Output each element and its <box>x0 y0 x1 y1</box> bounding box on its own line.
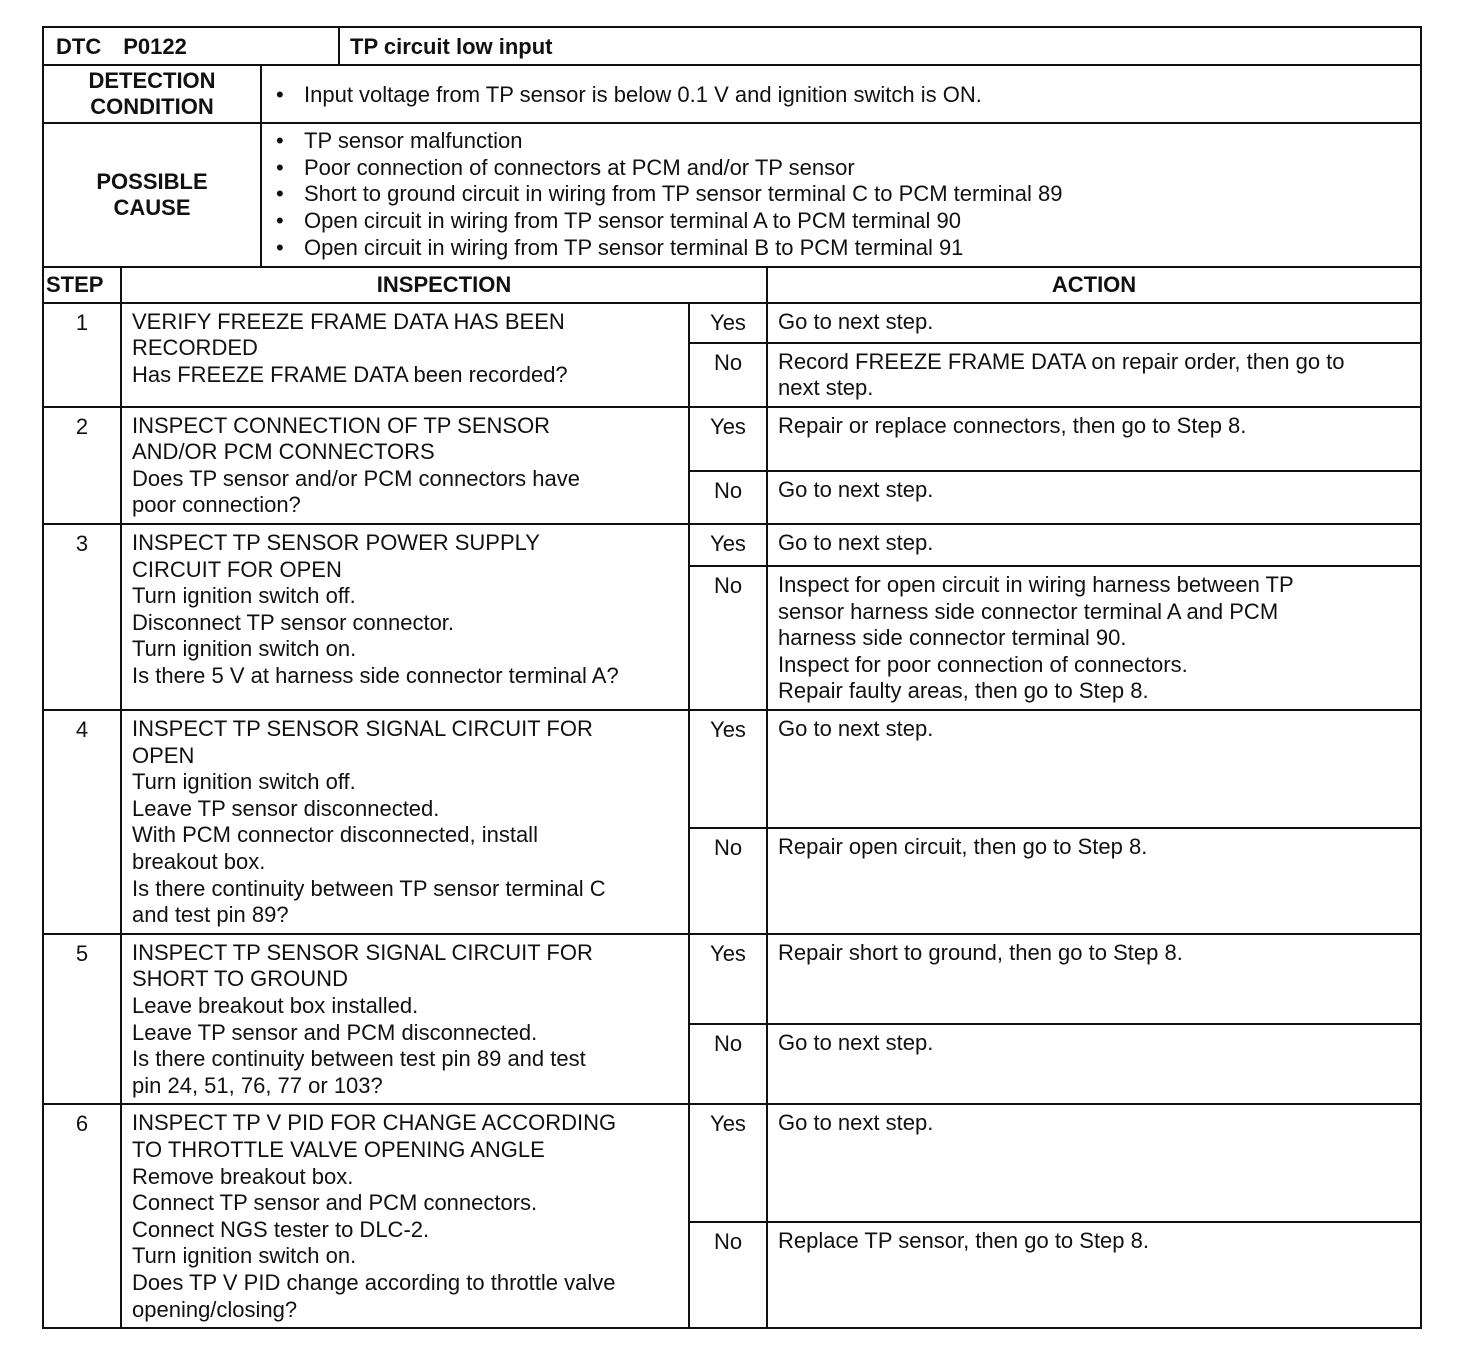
action-line: Repair open circuit, then go to Step 8. <box>778 834 1148 860</box>
step-number: 6 <box>43 1104 121 1328</box>
action-line: Go to next step. <box>778 1110 934 1136</box>
inspection-line: pin 24, 51, 76, 77 or 103? <box>132 1072 383 1098</box>
action-line: Replace TP sensor, then go to Step 8. <box>778 1228 1149 1254</box>
inspection-line: Turn ignition switch on. <box>132 1243 357 1269</box>
dtc-table <box>42 26 1422 304</box>
step-inspection <box>121 303 689 407</box>
no-label: No <box>689 1024 767 1105</box>
inspection-line: and test pin 89? <box>132 902 289 928</box>
step-row <box>43 934 1421 1024</box>
inspection-line: Turn ignition switch off. <box>132 583 356 609</box>
inspection-line: INSPECT CONNECTION OF TP SENSOR <box>132 412 551 438</box>
step-number: 1 <box>43 303 121 407</box>
action-line: Repair faulty areas, then go to Step 8. <box>778 678 1149 704</box>
inspection-line: OPEN <box>132 742 195 768</box>
cause-item: • TP sensor malfunction <box>272 128 1412 155</box>
inspection-line: Remove breakout box. <box>132 1163 354 1189</box>
action-line: Go to next step. <box>778 530 934 556</box>
inspection-line: Does TP V PID change according to throttle valve <box>132 1269 616 1295</box>
cause-row <box>43 123 1421 267</box>
detection-item: • Input voltage from TP sensor is below 0.1 V and ignition switch is ON. <box>272 82 1412 109</box>
yes-label: Yes <box>689 524 767 566</box>
no-label: No <box>689 566 767 710</box>
inspection-line: RECORDED <box>132 335 258 361</box>
inspection-line: INSPECT TP SENSOR SIGNAL CIRCUIT FOR <box>132 716 593 742</box>
yes-action <box>767 407 1421 471</box>
step-column-header: STEP <box>43 267 121 303</box>
step-row <box>43 524 1421 566</box>
yes-label: Yes <box>689 407 767 471</box>
action-column-header: ACTION <box>767 267 1421 303</box>
inspection-line: TO THROTTLE VALVE OPENING ANGLE <box>132 1136 545 1162</box>
inspection-line: Connect NGS tester to DLC-2. <box>132 1216 430 1242</box>
action-line: Repair short to ground, then go to Step 8. <box>778 939 1183 965</box>
inspection-column-header: INSPECTION <box>121 267 767 303</box>
inspection-line: Turn ignition switch off. <box>132 769 356 795</box>
action-line: Inspect for poor connection of connectors. <box>778 651 1188 677</box>
detection-row <box>43 65 1421 123</box>
yes-label: Yes <box>689 934 767 1024</box>
inspection-line: AND/OR PCM CONNECTORS <box>132 439 435 465</box>
inspection-line: INSPECT TP SENSOR POWER SUPPLY <box>132 530 540 556</box>
no-label: No <box>689 828 767 934</box>
yes-label: Yes <box>689 303 767 343</box>
yes-action <box>767 710 1421 828</box>
action-line: sensor harness side connector terminal A and PCM <box>778 598 1279 624</box>
detection-label: DETECTION CONDITION <box>43 65 261 123</box>
step-number: 3 <box>43 524 121 710</box>
action-line: Go to next step. <box>778 308 934 334</box>
inspection-line: SHORT TO GROUND <box>132 966 348 992</box>
step-number: 4 <box>43 710 121 934</box>
cause-item: • Open circuit in wiring from TP sensor terminal A to PCM terminal 90 <box>272 208 1412 235</box>
step-row <box>43 407 1421 471</box>
header-row <box>43 27 1421 65</box>
dtc-title: TP circuit low input <box>339 27 1421 65</box>
inspection-line: With PCM connector disconnected, install <box>132 822 538 848</box>
steps-table <box>42 302 1422 1330</box>
no-label: No <box>689 343 767 407</box>
inspection-line: Has FREEZE FRAME DATA been recorded? <box>132 361 568 387</box>
no-label: No <box>689 1222 767 1328</box>
no-action <box>767 471 1421 524</box>
no-action <box>767 566 1421 710</box>
cause-label: POSSIBLE CAUSE <box>43 123 261 267</box>
action-line: Go to next step. <box>778 716 934 742</box>
inspection-line: Turn ignition switch on. <box>132 636 357 662</box>
action-line: Repair or replace connectors, then go to Step 8. <box>778 412 1247 438</box>
step-number: 2 <box>43 407 121 524</box>
dtc-code: P0122 <box>123 34 187 59</box>
cause-item: • Short to ground circuit in wiring from TP sensor terminal C to PCM terminal 89 <box>272 181 1412 208</box>
inspection-line: Connect TP sensor and PCM connectors. <box>132 1190 538 1216</box>
step-inspection <box>121 524 689 710</box>
step-inspection <box>121 1104 689 1328</box>
inspection-line: poor connection? <box>132 492 301 518</box>
cause-item: • Poor connection of connectors at PCM and/or TP sensor <box>272 155 1412 182</box>
inspection-line: opening/closing? <box>132 1296 298 1322</box>
inspection-line: breakout box. <box>132 849 266 875</box>
inspection-line: Is there 5 V at harness side connector terminal A? <box>132 663 619 689</box>
inspection-line: Leave TP sensor disconnected. <box>132 795 440 821</box>
inspection-line: VERIFY FREEZE FRAME DATA HAS BEEN <box>132 308 565 334</box>
yes-action <box>767 303 1421 343</box>
action-line: Record FREEZE FRAME DATA on repair order, then go to <box>778 348 1345 374</box>
step-row <box>43 710 1421 828</box>
yes-action <box>767 934 1421 1024</box>
step-row <box>43 303 1421 343</box>
step-number: 5 <box>43 934 121 1105</box>
column-header-row <box>43 267 1421 303</box>
inspection-line: Leave breakout box installed. <box>132 992 419 1018</box>
dtc-label: DTC <box>56 34 102 59</box>
inspection-line: Leave TP sensor and PCM disconnected. <box>132 1019 538 1045</box>
no-action <box>767 343 1421 407</box>
inspection-line: INSPECT TP SENSOR SIGNAL CIRCUIT FOR <box>132 939 593 965</box>
inspection-line: Does TP sensor and/or PCM connectors have <box>132 465 580 491</box>
detection-content <box>261 65 1421 123</box>
yes-action <box>767 1104 1421 1222</box>
dtc-cell <box>43 27 339 65</box>
no-label: No <box>689 471 767 524</box>
inspection-line: CIRCUIT FOR OPEN <box>132 556 342 582</box>
yes-label: Yes <box>689 710 767 828</box>
cause-content <box>261 123 1421 267</box>
inspection-line: INSPECT TP V PID FOR CHANGE ACCORDING <box>132 1110 617 1136</box>
cause-item: • Open circuit in wiring from TP sensor terminal B to PCM terminal 91 <box>272 235 1412 262</box>
step-inspection <box>121 710 689 934</box>
inspection-line: Is there continuity between TP sensor terminal C <box>132 875 606 901</box>
yes-label: Yes <box>689 1104 767 1222</box>
action-line: harness side connector terminal 90. <box>778 625 1127 651</box>
step-inspection <box>121 407 689 524</box>
action-line: Go to next step. <box>778 1029 934 1055</box>
action-line: next step. <box>778 375 874 401</box>
no-action <box>767 1222 1421 1328</box>
inspection-line: Is there continuity between test pin 89 and test <box>132 1046 586 1072</box>
step-inspection <box>121 934 689 1105</box>
no-action <box>767 828 1421 934</box>
no-action <box>767 1024 1421 1105</box>
diagnostic-sheet <box>42 26 1420 1329</box>
inspection-line: Disconnect TP sensor connector. <box>132 609 455 635</box>
yes-action <box>767 524 1421 566</box>
action-line: Go to next step. <box>778 476 934 502</box>
action-line: Inspect for open circuit in wiring harness between TP <box>778 572 1294 598</box>
step-row <box>43 1104 1421 1222</box>
